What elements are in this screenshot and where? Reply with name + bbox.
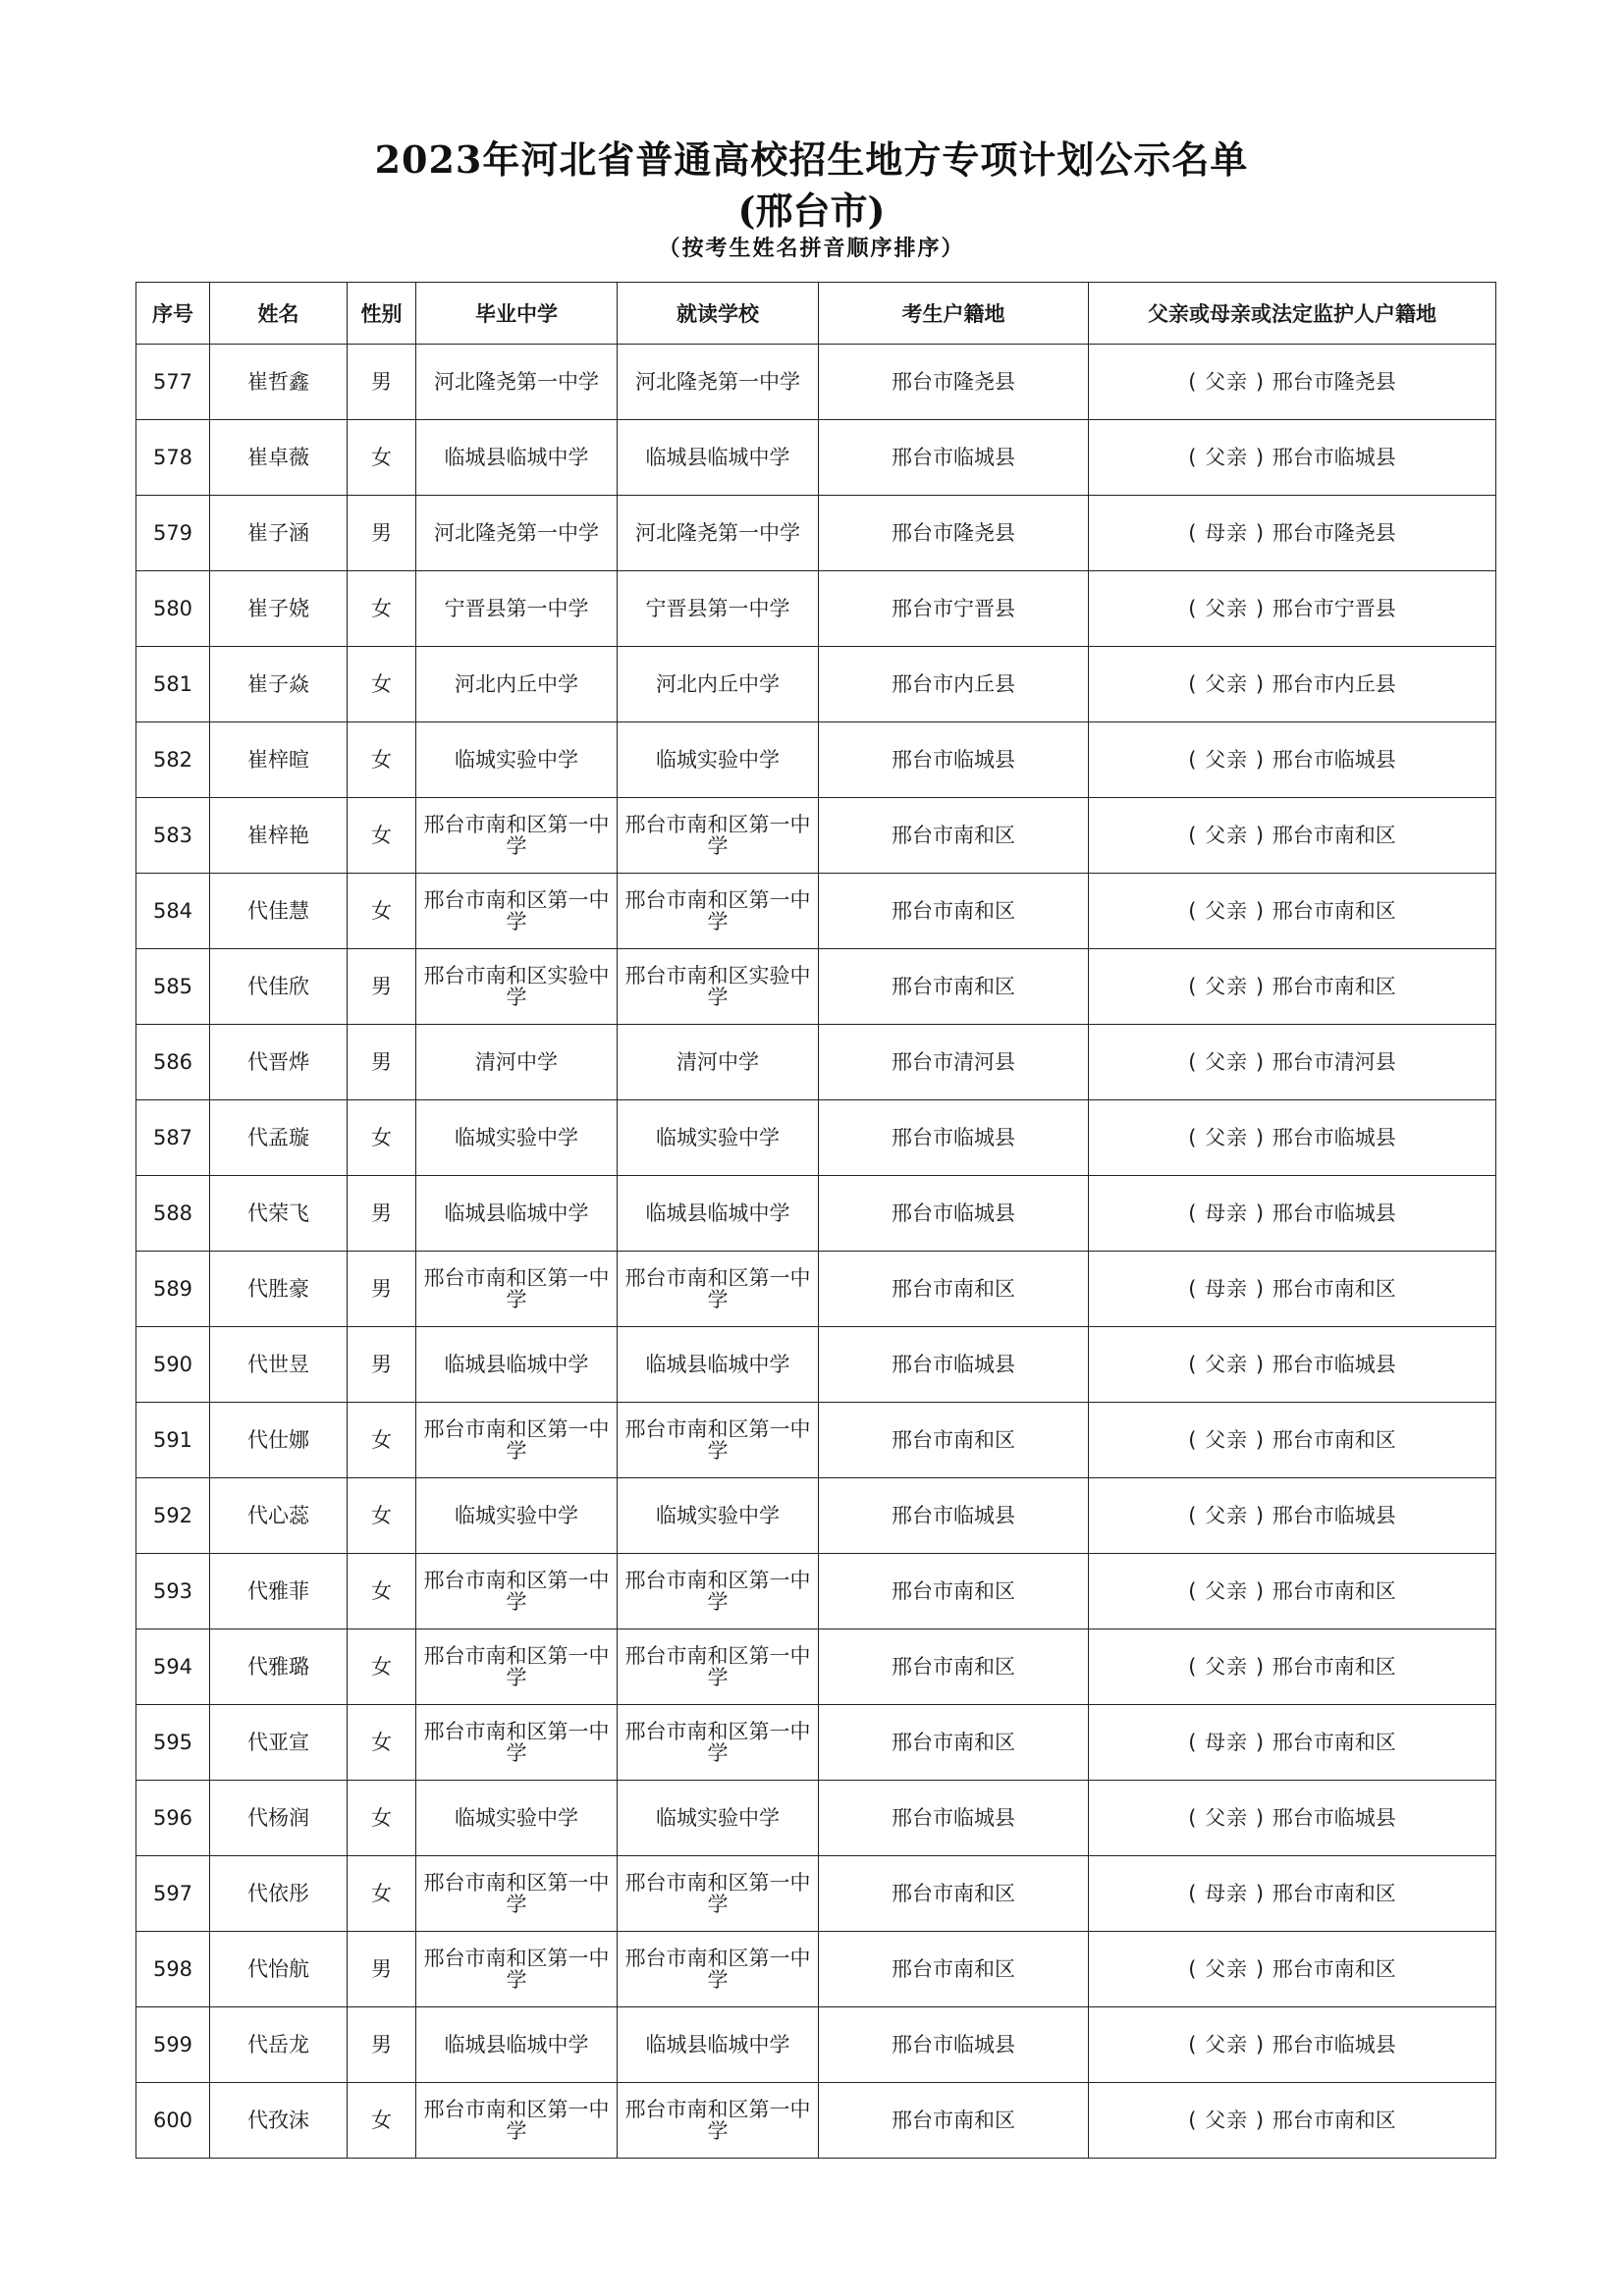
guardian-hukou: 邢台市临城县 [1271, 1504, 1396, 1527]
guardian-role: ( 父亲 ) [1188, 370, 1271, 394]
col-header-guardian-hukou: 父亲或母亲或法定监护人户籍地 [1089, 283, 1496, 345]
cell-student-hukou: 邢台市临城县 [819, 722, 1089, 798]
cell-no: 585 [136, 949, 210, 1025]
guardian-hukou: 邢台市内丘县 [1271, 672, 1396, 696]
cell-name: 代晋烨 [210, 1025, 348, 1100]
cell-gender: 男 [348, 949, 416, 1025]
table-row [136, 496, 1496, 571]
cell-current-school: 邢台市南和区第一中学 [618, 874, 819, 949]
cell-gender: 女 [348, 722, 416, 798]
guardian-role: ( 父亲 ) [1188, 1655, 1271, 1679]
cell-no: 580 [136, 571, 210, 647]
guardian-role: ( 父亲 ) [1188, 1126, 1271, 1149]
guardian-hukou: 邢台市宁晋县 [1271, 597, 1396, 620]
cell-current-school: 邢台市南和区第一中学 [618, 1629, 819, 1705]
cell-student-hukou: 邢台市内丘县 [819, 647, 1089, 722]
cell-gender: 女 [348, 874, 416, 949]
col-header-gender: 性别 [348, 283, 416, 345]
guardian-role: ( 母亲 ) [1188, 1201, 1271, 1225]
guardian-hukou: 邢台市南和区 [1271, 1428, 1396, 1452]
cell-guardian-hukou [1089, 1403, 1496, 1478]
guardian-hukou: 邢台市南和区 [1271, 1655, 1396, 1679]
cell-student-hukou: 邢台市临城县 [819, 1781, 1089, 1856]
cell-gender: 男 [348, 1176, 416, 1252]
cell-current-school: 临城县临城中学 [618, 420, 819, 496]
table-header [136, 283, 1496, 345]
cell-name: 崔梓暄 [210, 722, 348, 798]
guardian-role: ( 母亲 ) [1188, 1882, 1271, 1905]
guardian-hukou: 邢台市临城县 [1271, 446, 1396, 469]
cell-grad-school: 邢台市南和区第一中学 [416, 1856, 618, 1932]
cell-no: 583 [136, 798, 210, 874]
document-title: 2023年河北省普通高校招生地方专项计划公示名单 [374, 137, 1249, 182]
cell-current-school: 邢台市南和区第一中学 [618, 1856, 819, 1932]
guardian-role: ( 父亲 ) [1188, 975, 1271, 998]
table-row [136, 1856, 1496, 1932]
guardian-role: ( 父亲 ) [1188, 1353, 1271, 1376]
cell-no: 594 [136, 1629, 210, 1705]
cell-no: 590 [136, 1327, 210, 1403]
guardian-hukou: 邢台市隆尧县 [1271, 521, 1396, 545]
cell-guardian-hukou [1089, 1025, 1496, 1100]
city-subtitle: (邢台市) [737, 188, 886, 233]
cell-grad-school: 邢台市南和区第一中学 [416, 1554, 618, 1629]
cell-current-school: 宁晋县第一中学 [618, 571, 819, 647]
col-header-name: 姓名 [210, 283, 348, 345]
cell-grad-school: 邢台市南和区第一中学 [416, 1629, 618, 1705]
table-row [136, 2007, 1496, 2083]
cell-no: 584 [136, 874, 210, 949]
cell-name: 崔梓艳 [210, 798, 348, 874]
guardian-hukou: 邢台市临城县 [1271, 1126, 1396, 1149]
cell-current-school: 邢台市南和区第一中学 [618, 1403, 819, 1478]
cell-gender: 男 [348, 2007, 416, 2083]
cell-guardian-hukou [1089, 874, 1496, 949]
guardian-role: ( 母亲 ) [1188, 1277, 1271, 1301]
guardian-role: ( 父亲 ) [1188, 1050, 1271, 1074]
cell-name: 代雅菲 [210, 1554, 348, 1629]
cell-gender: 女 [348, 798, 416, 874]
cell-no: 593 [136, 1554, 210, 1629]
cell-grad-school: 临城实验中学 [416, 1781, 618, 1856]
cell-grad-school: 宁晋县第一中学 [416, 571, 618, 647]
cell-student-hukou: 邢台市隆尧县 [819, 345, 1089, 420]
guardian-hukou: 邢台市南和区 [1271, 1731, 1396, 1754]
table-row [136, 1252, 1496, 1327]
cell-grad-school: 临城县临城中学 [416, 420, 618, 496]
table-row [136, 1327, 1496, 1403]
table-row [136, 874, 1496, 949]
cell-grad-school: 临城县临城中学 [416, 1176, 618, 1252]
cell-current-school: 清河中学 [618, 1025, 819, 1100]
guardian-hukou: 邢台市临城县 [1271, 2033, 1396, 2056]
cell-student-hukou: 邢台市清河县 [819, 1025, 1089, 1100]
cell-grad-school: 临城县临城中学 [416, 2007, 618, 2083]
guardian-role: ( 父亲 ) [1188, 1806, 1271, 1830]
cell-current-school: 河北隆尧第一中学 [618, 496, 819, 571]
guardian-hukou: 邢台市南和区 [1271, 1579, 1396, 1603]
cell-student-hukou: 邢台市临城县 [819, 1176, 1089, 1252]
cell-no: 597 [136, 1856, 210, 1932]
cell-no: 588 [136, 1176, 210, 1252]
cell-guardian-hukou [1089, 571, 1496, 647]
cell-guardian-hukou [1089, 1932, 1496, 2007]
table-row [136, 1478, 1496, 1554]
table-row [136, 1025, 1496, 1100]
cell-name: 崔子焱 [210, 647, 348, 722]
cell-name: 代心蕊 [210, 1478, 348, 1554]
table-row [136, 1932, 1496, 2007]
cell-guardian-hukou [1089, 1705, 1496, 1781]
table-row [136, 1176, 1496, 1252]
table-body [136, 345, 1496, 2159]
cell-gender: 男 [348, 1932, 416, 2007]
cell-name: 代荣飞 [210, 1176, 348, 1252]
col-header-grad-school: 毕业中学 [416, 283, 618, 345]
cell-student-hukou: 邢台市临城县 [819, 420, 1089, 496]
cell-student-hukou: 邢台市南和区 [819, 1932, 1089, 2007]
cell-current-school: 临城县临城中学 [618, 1327, 819, 1403]
cell-guardian-hukou [1089, 798, 1496, 874]
cell-no: 582 [136, 722, 210, 798]
guardian-hukou: 邢台市南和区 [1271, 1882, 1396, 1905]
cell-gender: 女 [348, 1629, 416, 1705]
cell-grad-school: 邢台市南和区第一中学 [416, 1252, 618, 1327]
cell-student-hukou: 邢台市南和区 [819, 1629, 1089, 1705]
cell-gender: 女 [348, 420, 416, 496]
guardian-role: ( 父亲 ) [1188, 672, 1271, 696]
cell-gender: 男 [348, 1252, 416, 1327]
cell-student-hukou: 邢台市南和区 [819, 1252, 1089, 1327]
cell-student-hukou: 邢台市南和区 [819, 1403, 1089, 1478]
table-row [136, 1629, 1496, 1705]
cell-no: 587 [136, 1100, 210, 1176]
guardian-hukou: 邢台市南和区 [1271, 824, 1396, 847]
cell-gender: 女 [348, 571, 416, 647]
guardian-role: ( 父亲 ) [1188, 597, 1271, 620]
guardian-role: ( 父亲 ) [1188, 748, 1271, 772]
cell-current-school: 临城实验中学 [618, 1100, 819, 1176]
cell-guardian-hukou [1089, 1176, 1496, 1252]
cell-student-hukou: 邢台市南和区 [819, 874, 1089, 949]
cell-gender: 女 [348, 647, 416, 722]
cell-name: 代孜沫 [210, 2083, 348, 2159]
sort-note: （按考生姓名拼音顺序排序） [658, 236, 965, 261]
cell-name: 代亚宣 [210, 1705, 348, 1781]
cell-guardian-hukou [1089, 420, 1496, 496]
cell-no: 600 [136, 2083, 210, 2159]
table-row [136, 1705, 1496, 1781]
header-row [136, 283, 1496, 345]
cell-no: 578 [136, 420, 210, 496]
cell-student-hukou: 邢台市临城县 [819, 2007, 1089, 2083]
cell-student-hukou: 邢台市南和区 [819, 2083, 1089, 2159]
cell-student-hukou: 邢台市南和区 [819, 1856, 1089, 1932]
cell-gender: 女 [348, 1705, 416, 1781]
guardian-role: ( 父亲 ) [1188, 446, 1271, 469]
cell-gender: 男 [348, 1327, 416, 1403]
cell-no: 591 [136, 1403, 210, 1478]
cell-current-school: 临城县临城中学 [618, 2007, 819, 2083]
table-row [136, 1403, 1496, 1478]
cell-no: 592 [136, 1478, 210, 1554]
cell-grad-school: 河北内丘中学 [416, 647, 618, 722]
cell-grad-school: 邢台市南和区第一中学 [416, 1403, 618, 1478]
cell-current-school: 邢台市南和区第一中学 [618, 1705, 819, 1781]
table-row [136, 1554, 1496, 1629]
cell-grad-school: 邢台市南和区第一中学 [416, 874, 618, 949]
cell-current-school: 邢台市南和区实验中学 [618, 949, 819, 1025]
cell-name: 崔子涵 [210, 496, 348, 571]
cell-current-school: 临城县临城中学 [618, 1176, 819, 1252]
cell-gender: 女 [348, 1478, 416, 1554]
cell-grad-school: 河北隆尧第一中学 [416, 345, 618, 420]
cell-student-hukou: 邢台市南和区 [819, 798, 1089, 874]
guardian-hukou: 邢台市临城县 [1271, 1201, 1396, 1225]
cell-current-school: 临城实验中学 [618, 1478, 819, 1554]
cell-name: 崔卓薇 [210, 420, 348, 496]
cell-no: 577 [136, 345, 210, 420]
cell-name: 代佳慧 [210, 874, 348, 949]
cell-current-school: 邢台市南和区第一中学 [618, 2083, 819, 2159]
guardian-hukou: 邢台市清河县 [1271, 1050, 1396, 1074]
guardian-role: ( 父亲 ) [1188, 1428, 1271, 1452]
cell-current-school: 临城实验中学 [618, 1781, 819, 1856]
cell-student-hukou: 邢台市南和区 [819, 949, 1089, 1025]
cell-name: 代世昱 [210, 1327, 348, 1403]
cell-name: 代杨润 [210, 1781, 348, 1856]
cell-current-school: 邢台市南和区第一中学 [618, 1252, 819, 1327]
cell-no: 598 [136, 1932, 210, 2007]
table-row [136, 722, 1496, 798]
guardian-role: ( 父亲 ) [1188, 2109, 1271, 2132]
cell-student-hukou: 邢台市南和区 [819, 1554, 1089, 1629]
cell-gender: 女 [348, 1856, 416, 1932]
cell-no: 589 [136, 1252, 210, 1327]
cell-name: 崔哲鑫 [210, 345, 348, 420]
cell-gender: 女 [348, 1403, 416, 1478]
cell-gender: 男 [348, 345, 416, 420]
cell-guardian-hukou [1089, 1554, 1496, 1629]
col-header-current-school: 就读学校 [618, 283, 819, 345]
cell-name: 崔子娆 [210, 571, 348, 647]
table-row [136, 647, 1496, 722]
cell-grad-school: 邢台市南和区第一中学 [416, 2083, 618, 2159]
cell-student-hukou: 邢台市临城县 [819, 1327, 1089, 1403]
cell-current-school: 邢台市南和区第一中学 [618, 1932, 819, 2007]
cell-guardian-hukou [1089, 345, 1496, 420]
cell-grad-school: 邢台市南和区第一中学 [416, 798, 618, 874]
cell-guardian-hukou [1089, 647, 1496, 722]
table-row [136, 1100, 1496, 1176]
cell-grad-school: 河北隆尧第一中学 [416, 496, 618, 571]
cell-guardian-hukou [1089, 2083, 1496, 2159]
guardian-hukou: 邢台市南和区 [1271, 1277, 1396, 1301]
cell-guardian-hukou [1089, 1478, 1496, 1554]
cell-no: 599 [136, 2007, 210, 2083]
guardian-role: ( 父亲 ) [1188, 1579, 1271, 1603]
cell-student-hukou: 邢台市南和区 [819, 1705, 1089, 1781]
guardian-hukou: 邢台市隆尧县 [1271, 370, 1396, 394]
cell-current-school: 邢台市南和区第一中学 [618, 1554, 819, 1629]
cell-name: 代胜豪 [210, 1252, 348, 1327]
guardian-hukou: 邢台市南和区 [1271, 2109, 1396, 2132]
cell-name: 代雅璐 [210, 1629, 348, 1705]
cell-student-hukou: 邢台市临城县 [819, 1100, 1089, 1176]
table-row [136, 798, 1496, 874]
cell-gender: 女 [348, 1781, 416, 1856]
cell-guardian-hukou [1089, 722, 1496, 798]
cell-student-hukou: 邢台市隆尧县 [819, 496, 1089, 571]
cell-grad-school: 临城县临城中学 [416, 1327, 618, 1403]
cell-guardian-hukou [1089, 496, 1496, 571]
cell-grad-school: 邢台市南和区实验中学 [416, 949, 618, 1025]
cell-no: 581 [136, 647, 210, 722]
cell-student-hukou: 邢台市临城县 [819, 1478, 1089, 1554]
table-row [136, 1781, 1496, 1856]
table-row [136, 345, 1496, 420]
guardian-hukou: 邢台市南和区 [1271, 1957, 1396, 1981]
cell-guardian-hukou [1089, 1856, 1496, 1932]
cell-grad-school: 邢台市南和区第一中学 [416, 1932, 618, 2007]
table-row [136, 571, 1496, 647]
cell-gender: 女 [348, 1100, 416, 1176]
cell-name: 代依彤 [210, 1856, 348, 1932]
table-row [136, 949, 1496, 1025]
cell-no: 595 [136, 1705, 210, 1781]
cell-student-hukou: 邢台市宁晋县 [819, 571, 1089, 647]
cell-name: 代仕娜 [210, 1403, 348, 1478]
cell-grad-school: 临城实验中学 [416, 1100, 618, 1176]
cell-grad-school: 清河中学 [416, 1025, 618, 1100]
cell-gender: 男 [348, 1025, 416, 1100]
roster-table [135, 282, 1496, 2159]
cell-guardian-hukou [1089, 1327, 1496, 1403]
cell-guardian-hukou [1089, 1781, 1496, 1856]
guardian-hukou: 邢台市临城县 [1271, 1806, 1396, 1830]
guardian-role: ( 父亲 ) [1188, 899, 1271, 923]
cell-current-school: 临城实验中学 [618, 722, 819, 798]
guardian-role: ( 父亲 ) [1188, 1957, 1271, 1981]
col-header-no: 序号 [136, 283, 210, 345]
cell-guardian-hukou [1089, 1252, 1496, 1327]
cell-grad-school: 临城实验中学 [416, 1478, 618, 1554]
cell-no: 586 [136, 1025, 210, 1100]
cell-current-school: 河北内丘中学 [618, 647, 819, 722]
cell-grad-school: 临城实验中学 [416, 722, 618, 798]
guardian-role: ( 母亲 ) [1188, 521, 1271, 545]
guardian-hukou: 邢台市南和区 [1271, 975, 1396, 998]
cell-gender: 女 [348, 1554, 416, 1629]
table-row [136, 2083, 1496, 2159]
cell-current-school: 邢台市南和区第一中学 [618, 798, 819, 874]
guardian-hukou: 邢台市临城县 [1271, 748, 1396, 772]
cell-gender: 女 [348, 2083, 416, 2159]
cell-guardian-hukou [1089, 949, 1496, 1025]
cell-grad-school: 邢台市南和区第一中学 [416, 1705, 618, 1781]
cell-guardian-hukou [1089, 1629, 1496, 1705]
guardian-role: ( 父亲 ) [1188, 824, 1271, 847]
guardian-role: ( 父亲 ) [1188, 2033, 1271, 2056]
cell-name: 代孟璇 [210, 1100, 348, 1176]
col-header-student-hukou: 考生户籍地 [819, 283, 1089, 345]
guardian-hukou: 邢台市临城县 [1271, 1353, 1396, 1376]
cell-name: 代怡航 [210, 1932, 348, 2007]
cell-no: 596 [136, 1781, 210, 1856]
cell-guardian-hukou [1089, 1100, 1496, 1176]
cell-name: 代佳欣 [210, 949, 348, 1025]
table-row [136, 420, 1496, 496]
guardian-role: ( 父亲 ) [1188, 1504, 1271, 1527]
cell-current-school: 河北隆尧第一中学 [618, 345, 819, 420]
cell-gender: 男 [348, 496, 416, 571]
cell-no: 579 [136, 496, 210, 571]
guardian-role: ( 母亲 ) [1188, 1731, 1271, 1754]
cell-name: 代岳龙 [210, 2007, 348, 2083]
guardian-hukou: 邢台市南和区 [1271, 899, 1396, 923]
cell-guardian-hukou [1089, 2007, 1496, 2083]
